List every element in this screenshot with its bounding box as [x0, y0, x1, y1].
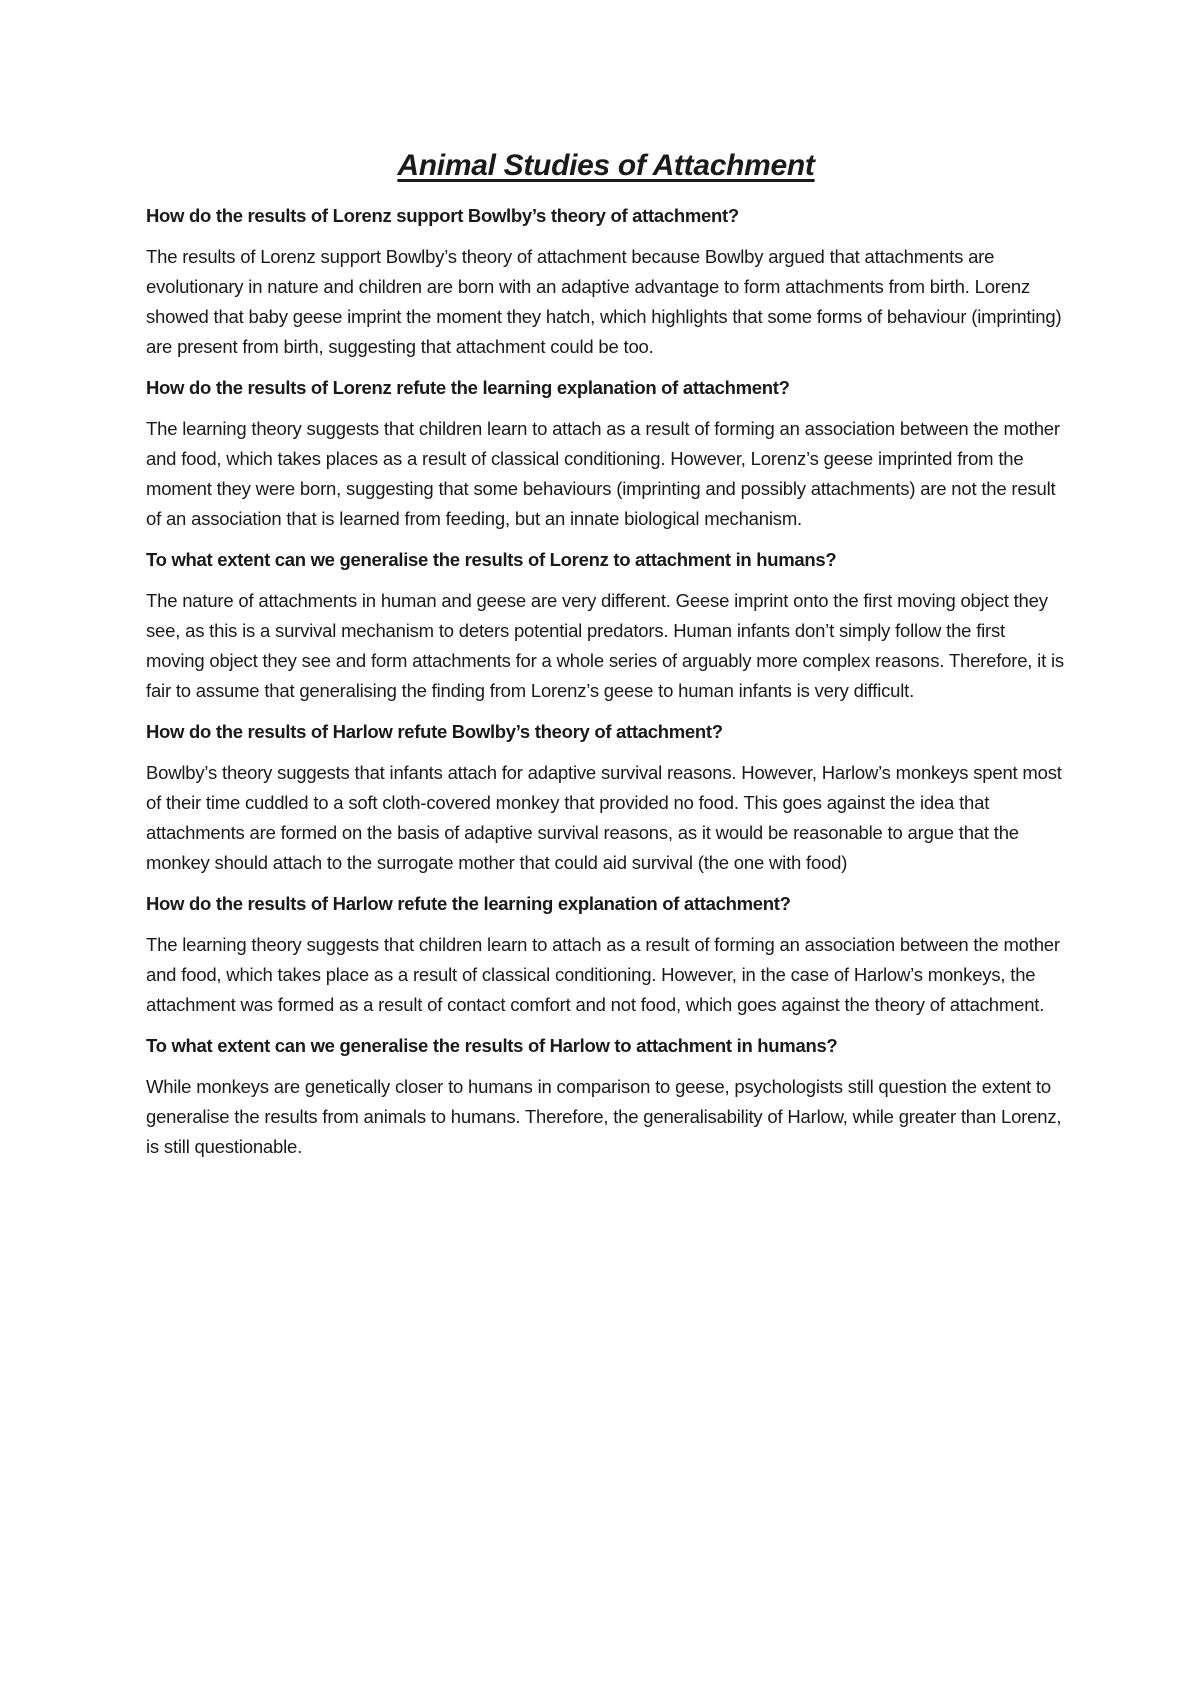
question-heading: How do the results of Lorenz support Bowlby’s theory of attachment?: [146, 205, 739, 226]
answer-paragraph: The results of Lorenz support Bowlby’s theory of attachment because Bowlby argued that attachments are evolutionary in nature and children are born with an adaptive advantage to form attachments from birth. Lorenz showed that baby geese imprint the moment they hatch, which highlights that some forms of behaviour (imprinting) are present from birth, suggesting that attachment could be too.: [146, 246, 1062, 357]
question-heading: How do the results of Harlow refute Bowlby’s theory of attachment?: [146, 721, 723, 742]
question-heading: To what extent can we generalise the results of Lorenz to attachment in humans?: [146, 549, 837, 570]
section-lorenz-support-bowlby: [146, 202, 1066, 362]
document-title: Animal Studies of Attachment: [397, 149, 815, 182]
document-body: [146, 146, 1066, 1174]
section-lorenz-refute-learning: [146, 374, 1066, 534]
question-heading: To what extent can we generalise the results of Harlow to attachment in humans?: [146, 1035, 838, 1056]
answer-paragraph: The learning theory suggests that children learn to attach as a result of forming an association between the mother and food, which takes places as a result of classical conditioning. However, Lorenz’s geese imprinted from the moment they were born, suggesting that some behaviours (imprinting and possibly attachments) are not the result of an association that is learned from feeding, but an innate biological mechanism.: [146, 418, 1060, 529]
answer-paragraph: The nature of attachments in human and geese are very different. Geese imprint onto the first moving object they see, as this is a survival mechanism to deters potential predators. Human infants don’t simply follow the first moving object they see and form attachments for a whole series of arguably more complex reasons. Therefore, it is fair to assume that generalising the finding from Lorenz’s geese to human infants is very difficult.: [146, 590, 1064, 701]
question-heading: How do the results of Harlow refute the learning explanation of attachment?: [146, 893, 791, 914]
section-harlow-generalise: [146, 1032, 1066, 1162]
answer-paragraph: While monkeys are genetically closer to humans in comparison to geese, psychologists still question the extent to generalise the results from animals to humans. Therefore, the generalisability of Harlow, while greater than Lorenz, is still questionable.: [146, 1076, 1062, 1157]
section-harlow-refute-learning: [146, 890, 1066, 1020]
answer-paragraph: The learning theory suggests that children learn to attach as a result of forming an association between the mother and food, which takes place as a result of classical conditioning. However, in the case of Harlow’s monkeys, the attachment was formed as a result of contact comfort and not food, which goes against the theory of attachment.: [146, 934, 1060, 1015]
section-harlow-refute-bowlby: [146, 718, 1066, 878]
section-lorenz-generalise: [146, 546, 1066, 706]
question-heading: How do the results of Lorenz refute the learning explanation of attachment?: [146, 377, 790, 398]
answer-paragraph: Bowlby’s theory suggests that infants attach for adaptive survival reasons. However, Harlow’s monkeys spent most of their time cuddled to a soft cloth-covered monkey that provided no food. This goes against the idea that attachments are formed on the basis of adaptive survival reasons, as it would be reasonable to argue that the monkey should attach to the surrogate mother that could aid survival (the one with food): [146, 762, 1062, 873]
